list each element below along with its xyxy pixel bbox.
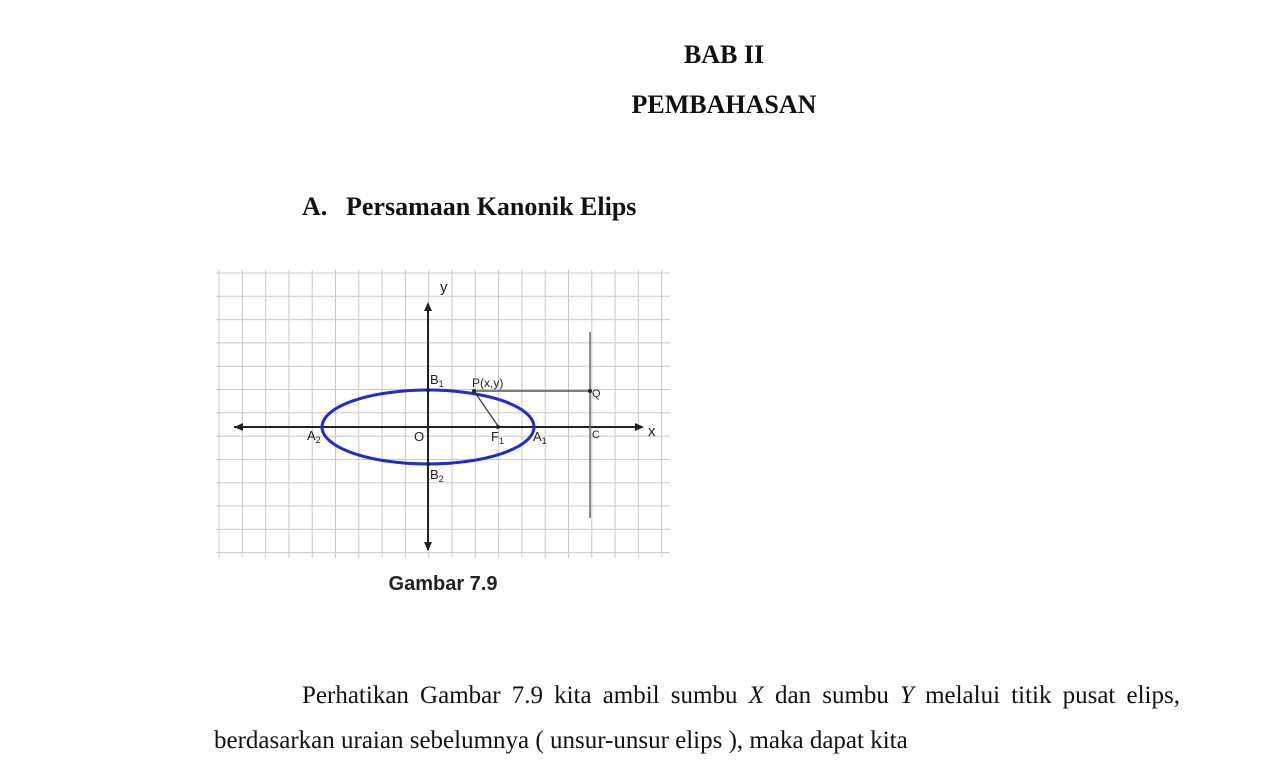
x-axis-arrow-right-icon [635, 423, 644, 431]
y-axis-arrow-down-icon [424, 542, 432, 551]
y-axis-label: y [440, 279, 448, 296]
body-paragraph [214, 673, 1180, 763]
a2-label: $A_2$ [307, 428, 321, 445]
ellipse-diagram [216, 270, 670, 558]
variable-x: X [748, 682, 764, 709]
section-title: Persamaan Kanonik Elips [346, 192, 637, 221]
y-axis-arrow-up-icon [424, 302, 432, 311]
paragraph-text: pusat elips, berdasarkan uraian sebelumnya ( unsur-unsur elips ), maka dapat kita [214, 682, 1180, 754]
variable-y: Y [900, 682, 914, 709]
section-number: A. [302, 192, 328, 221]
ellipse-figure [216, 270, 670, 558]
c-label: C [592, 429, 600, 441]
paragraph-text: dan sumbu [763, 682, 901, 709]
point-b1 [426, 388, 430, 392]
paragraph-text: Perhatikan Gambar 7.9 kita ambil sumbu [302, 682, 749, 709]
paragraph-text: melalui titik [913, 682, 1052, 709]
p-label: P(x,y) [472, 376, 504, 390]
section-heading [302, 192, 636, 222]
chapter-number: BAB II [683, 40, 765, 69]
x-axis-label: x [648, 423, 656, 440]
chapter-title: PEMBAHASAN [631, 90, 817, 119]
f1-label: $F_1$ [491, 429, 504, 446]
figure-caption: Gambar 7.9 [388, 573, 498, 595]
b2-label: $B_2$ [430, 467, 444, 484]
a1-label: $A_1$ [533, 429, 547, 446]
grid [216, 270, 670, 558]
origin-label: O [414, 429, 425, 444]
b1-label: $B_1$ [430, 372, 444, 389]
q-label: Q [592, 388, 601, 400]
point-b2 [426, 462, 430, 466]
x-axis-arrow-left-icon [234, 423, 243, 431]
